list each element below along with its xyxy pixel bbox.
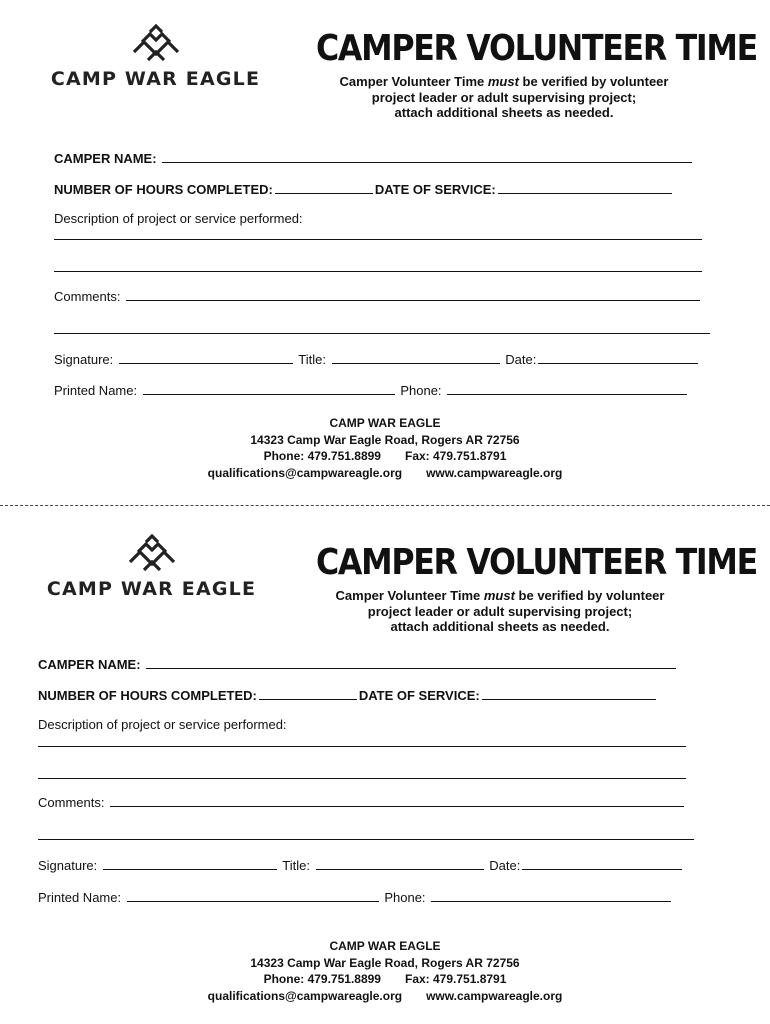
phone-line[interactable] xyxy=(431,889,671,902)
comments-line-2[interactable] xyxy=(38,839,694,840)
description-label: Description of project or service performed: xyxy=(54,211,303,226)
camper-name-line[interactable] xyxy=(146,656,676,669)
comments-label: Comments: xyxy=(38,795,105,810)
date-of-service-label: DATE OF SERVICE: xyxy=(358,688,480,703)
footer-email-web xyxy=(0,988,770,1005)
footer-phone-fax: Phone: 479.751.8899 Fax: 479.751.8791 xyxy=(263,972,507,986)
camper-name-line[interactable] xyxy=(162,150,692,163)
printed-name-label: Printed Name: xyxy=(54,383,138,398)
printed-name-line[interactable] xyxy=(127,889,379,902)
hours-date-row xyxy=(54,181,674,197)
camp-logo xyxy=(44,534,259,600)
camp-logo xyxy=(48,24,263,90)
footer-email[interactable]: qualifications@campwareagle.org xyxy=(207,988,403,1003)
date-line[interactable] xyxy=(522,857,682,870)
comments-field[interactable] xyxy=(54,288,702,304)
footer-website[interactable]: www.campwareagle.org xyxy=(426,465,563,480)
footer-phone-fax: Phone: 479.751.8899 Fax: 479.751.8791 xyxy=(263,449,507,463)
description-label: Description of project or service performed: xyxy=(38,717,287,732)
signature-label: Signature: xyxy=(54,352,114,367)
hours-line[interactable] xyxy=(275,181,373,194)
cut-line xyxy=(0,505,770,506)
camper-name-label: CAMPER NAME: xyxy=(54,151,157,166)
printed-name-row xyxy=(54,382,689,398)
footer-contact xyxy=(0,938,770,1004)
eagle-mountain-icon xyxy=(124,534,180,572)
hours-line[interactable] xyxy=(259,687,357,700)
date-of-service-label: DATE OF SERVICE: xyxy=(374,182,496,197)
hours-label: NUMBER OF HOURS COMPLETED: xyxy=(54,182,273,197)
date-line[interactable] xyxy=(538,351,698,364)
printed-name-row xyxy=(38,889,673,905)
printed-name-label: Printed Name: xyxy=(38,890,122,905)
date-label: Date: xyxy=(505,352,537,367)
date-of-service-line[interactable] xyxy=(482,687,656,700)
comments-field[interactable] xyxy=(38,794,686,810)
signature-label: Signature: xyxy=(38,858,98,873)
camper-name-field[interactable] xyxy=(38,656,678,672)
comments-label: Comments: xyxy=(54,289,121,304)
signature-row xyxy=(38,857,684,873)
comments-line-1[interactable] xyxy=(110,794,684,807)
footer-email[interactable]: qualifications@campwareagle.org xyxy=(207,465,403,480)
hours-date-row xyxy=(38,687,658,703)
form-title: CAMPER VOLUNTEER TIME xyxy=(316,542,757,583)
form-instructions: Camper Volunteer Time must be verified by volunteer project leader or adult supervising project; attach additional sheets as needed. xyxy=(335,588,665,634)
phone-label: Phone: xyxy=(384,890,426,905)
logo-text: CAMP WAR EAGLE xyxy=(46,578,257,600)
signature-line[interactable] xyxy=(119,351,293,364)
footer-address: 14323 Camp War Eagle Road, Rogers AR 72756 xyxy=(250,432,520,447)
printed-name-line[interactable] xyxy=(143,382,395,395)
camper-name-field[interactable] xyxy=(54,150,694,166)
description-line-2[interactable] xyxy=(38,778,686,779)
form-instructions: Camper Volunteer Time must be verified by volunteer project leader or adult supervising project; attach additional sheets as needed. xyxy=(339,74,669,120)
form-title: CAMPER VOLUNTEER TIME xyxy=(316,28,757,69)
phone-label: Phone: xyxy=(400,383,442,398)
camper-name-label: CAMPER NAME: xyxy=(38,657,141,672)
title-line[interactable] xyxy=(316,857,484,870)
eagle-mountain-icon xyxy=(128,24,184,62)
footer-address: 14323 Camp War Eagle Road, Rogers AR 72756 xyxy=(250,955,520,970)
description-line-2[interactable] xyxy=(54,271,702,272)
logo-text: CAMP WAR EAGLE xyxy=(50,68,261,90)
title-label: Title: xyxy=(298,352,326,367)
description-line-1[interactable] xyxy=(54,239,702,240)
date-of-service-line[interactable] xyxy=(498,181,672,194)
description-line-1[interactable] xyxy=(38,746,686,747)
footer-website[interactable]: www.campwareagle.org xyxy=(426,988,563,1003)
title-line[interactable] xyxy=(332,351,500,364)
signature-line[interactable] xyxy=(103,857,277,870)
title-label: Title: xyxy=(282,858,310,873)
footer-email-web xyxy=(0,465,770,482)
hours-label: NUMBER OF HOURS COMPLETED: xyxy=(38,688,257,703)
phone-line[interactable] xyxy=(447,382,687,395)
signature-row xyxy=(54,351,700,367)
comments-line-1[interactable] xyxy=(126,288,700,301)
comments-line-2[interactable] xyxy=(54,333,710,334)
footer-contact xyxy=(0,415,770,481)
footer-org: CAMP WAR EAGLE xyxy=(329,939,441,953)
date-label: Date: xyxy=(489,858,521,873)
footer-org: CAMP WAR EAGLE xyxy=(329,416,441,430)
